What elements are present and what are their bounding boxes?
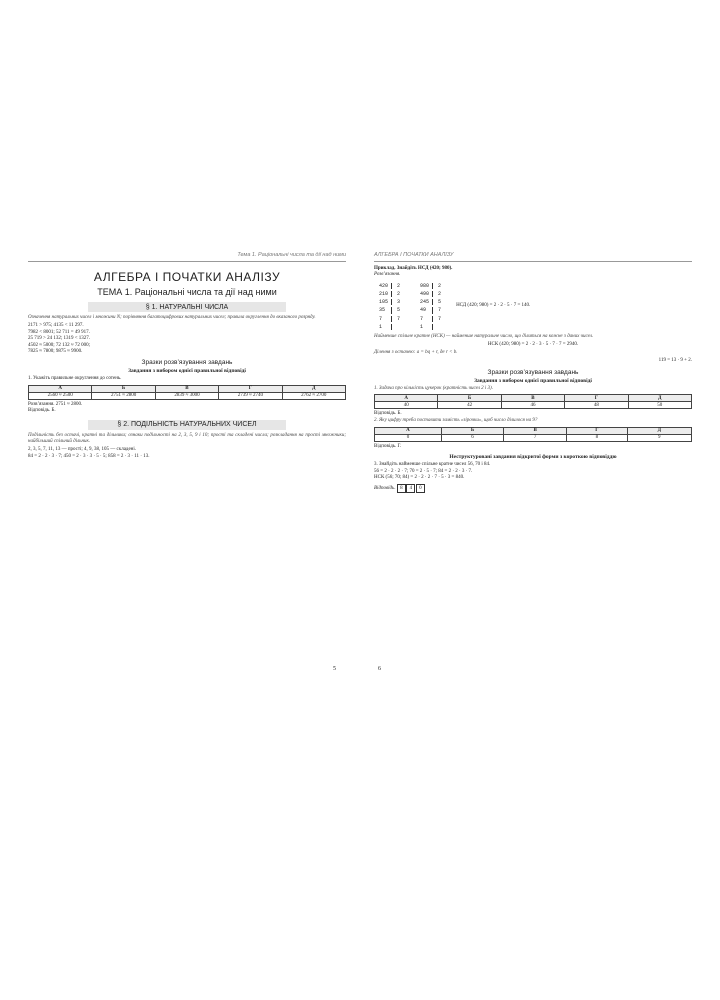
option-header: В: [504, 427, 567, 434]
option-header: В: [155, 385, 218, 392]
example-line: 7825 ≈ 7800; 9875 ≈ 9900.: [28, 349, 83, 355]
factorization-row: [417, 283, 444, 289]
factorization-row: [376, 283, 403, 289]
option-cell: 48: [565, 402, 628, 409]
factorization-420: [374, 281, 405, 332]
section-summary: Означення натуральних чисел і множини N; порівняння багатоцифрових натуральних чисел; правила округлення до вказаного розряду.: [28, 315, 316, 320]
factor-cell: 7: [438, 315, 442, 322]
option-cell: 8: [567, 434, 628, 441]
dividend-cell: 420: [376, 283, 392, 289]
option-cell: 2839 ≈ 3000: [155, 392, 218, 399]
right-page: [374, 252, 692, 672]
gcd-result: НСД (420; 980) = 2 · 2 · 5 · 7 = 140.: [456, 303, 531, 309]
factor-cell: 2: [438, 282, 442, 289]
option-header: А: [375, 395, 438, 402]
answer-table: [374, 394, 692, 409]
dividend-cell: 245: [417, 299, 433, 305]
dividend-cell: 1: [417, 324, 433, 330]
option-cell: 42: [438, 402, 501, 409]
answer-table: [374, 427, 692, 442]
factorization-row: [417, 299, 444, 305]
factorization-row: [376, 316, 403, 322]
factorization-block: [374, 281, 692, 332]
option-header: Д: [282, 385, 345, 392]
dividend-cell: 1: [376, 324, 392, 330]
factorization-row: [376, 307, 403, 313]
dividend-cell: 7: [376, 316, 392, 322]
factorization-row: [376, 291, 403, 297]
answer-text: Відповідь. Б.: [374, 411, 402, 417]
book-spread: [28, 252, 692, 672]
option-header: Г: [565, 395, 628, 402]
option-cell: 9: [627, 434, 691, 441]
option-cell: 7: [504, 434, 567, 441]
option-cell: 46: [501, 402, 564, 409]
option-header: Г: [219, 385, 282, 392]
factor-cell: 5: [397, 307, 401, 314]
option-cell: 40: [375, 402, 438, 409]
task-text: 3. Знайдіть найменше спільне кратне чисел 56, 70 і 84.: [374, 462, 491, 468]
example-line: 4502 ≈ 5000; 72 132 ≈ 72 000;: [28, 342, 91, 348]
dividend-cell: 980: [417, 283, 433, 289]
option-header: А: [375, 427, 442, 434]
option-cell: 0: [375, 434, 442, 441]
task-summary: 2. Яку цифру треба поставити замість «зірочки», щоб число ділилося на 9?: [374, 418, 538, 424]
answer-table: [28, 385, 346, 400]
choice-heading: Завдання з вибором однієї правильної відповіді: [128, 368, 246, 375]
factor-cell: 2: [438, 291, 442, 298]
choice-heading: Завдання з вибором однієї правильної відповіді: [474, 377, 592, 384]
option-cell: 2762 ≈ 2700: [282, 392, 345, 399]
factorization-row: [376, 324, 403, 330]
option-cell: 2739 ≈ 2740: [219, 392, 282, 399]
dividend-cell: 7: [417, 316, 433, 322]
option-header: А: [29, 385, 92, 392]
option-header: Д: [628, 395, 691, 402]
option-header: Г: [567, 427, 628, 434]
factorization-row: [417, 316, 444, 322]
solution-text: 56 = 2 · 2 · 2 · 7; 70 = 2 · 5 · 7; 84 = 2 · 2 · 3 · 7.: [374, 468, 473, 474]
example-line: 2, 3, 5, 7, 11, 13 — прості; 4, 9, 38, 105 — складені.: [28, 447, 136, 453]
solution-label: Розв’язання.: [374, 272, 401, 278]
option-header: Д: [627, 427, 691, 434]
factor-cell: 7: [397, 315, 401, 322]
factor-cell: [394, 324, 403, 330]
option-header: Б: [92, 385, 155, 392]
factor-cell: 7: [438, 307, 442, 314]
answer-label: Відповідь.: [374, 485, 396, 491]
lcm-summary: Найменше спільне кратне (НСК) — найменше натуральне число, що ділиться на кожне з даних чисел.: [374, 334, 594, 340]
left-page: [28, 252, 346, 672]
option-cell: 6: [441, 434, 503, 441]
factor-cell: 2: [397, 282, 401, 289]
page-number: 5: [333, 666, 336, 672]
option-cell: 2560 ≈ 2500: [29, 392, 92, 399]
dividend-cell: 490: [417, 291, 433, 297]
example-line: 7982 < 8001; 52 711 = 49 917.: [28, 329, 90, 335]
answer-grid: [374, 484, 692, 493]
section-heading: § 2. ПОДІЛЬНІСТЬ НАТУРАЛЬНИХ ЧИСЕЛ: [88, 420, 286, 430]
topic-title: ТЕМА 1. Раціональні числа та дії над ними: [97, 287, 277, 297]
example-line: 2171 > 975; 4135 < 11 297.: [28, 323, 84, 329]
dividend-cell: 35: [376, 307, 392, 313]
running-head: Тема 1. Раціональні числа та дії над ними: [28, 252, 346, 262]
option-header: Б: [441, 427, 503, 434]
answer-text: Відповідь. Г.: [374, 443, 402, 449]
factorization-row: [417, 291, 444, 297]
example-line: 84 = 2 · 2 · 3 · 7; 450 = 2 · 3 · 3 · 5 · 5; 858 = 2 · 3 · 11 · 13.: [28, 453, 150, 459]
example-line: 25 719 > 24 132; 1319 < 1327.: [28, 336, 91, 342]
open-tasks-heading: Неструктуровані завдання відкритої форми з короткою відповіддю: [449, 454, 617, 461]
dividend-cell: 49: [417, 307, 433, 313]
task-summary: 1. Задача про кількість цукерок (кратність чисел 2 і 3).: [374, 385, 493, 391]
task-text: 1. Укажіть правильне округлення до сотень.: [28, 376, 122, 382]
lcm-result: НСК (420; 980) = 2 · 2 · 3 · 5 · 7 · 7 = 2940.: [487, 342, 579, 348]
option-header: В: [501, 395, 564, 402]
factorization-row: [417, 307, 444, 313]
answer-text: Відповідь. Б.: [28, 408, 56, 414]
chapter-title: АЛГЕБРА І ПОЧАТКИ АНАЛІЗУ: [93, 270, 281, 284]
page-number: 6: [378, 666, 381, 672]
factorization-row: [376, 299, 403, 305]
section-summary: Подільність без остачі, кратні та дільники; ознаки подільності на 2, 3, 5, 9 і 10; прості та складені числа; розкладання на прості множники; найбільший спільний дільник.: [28, 432, 346, 445]
solutions-heading: Зразки розв’язування завдань: [141, 359, 233, 367]
solutions-heading: Зразки розв’язування завдань: [487, 368, 579, 376]
answer-digit-box: 0: [416, 484, 425, 493]
running-head: АЛГЕБРА І ПОЧАТКИ АНАЛІЗУ: [374, 252, 692, 262]
division-summary: Ділення з остачею: a = bq + r, де r < b.: [374, 349, 458, 355]
division-example: 119 = 13 · 9 + 2.: [658, 358, 692, 364]
factorization-row: [417, 324, 444, 330]
answer-digit-box: 4: [406, 484, 415, 493]
factor-cell: 5: [438, 299, 442, 306]
factorization-980: [415, 281, 446, 332]
example-title: Приклад. Знайдіть НСД (420; 980).: [374, 266, 453, 271]
result-text: НСК (56; 70; 84) = 2 · 2 · 2 · 7 · 5 · 3 = 840.: [374, 475, 465, 481]
option-header: Б: [438, 395, 501, 402]
answer-digit-box: 8: [397, 484, 406, 493]
factor-cell: 3: [397, 299, 401, 306]
dividend-cell: 210: [376, 291, 392, 297]
option-cell: 2751 ≈ 2800: [92, 392, 155, 399]
option-cell: 50: [628, 402, 691, 409]
section-heading: § 1. НАТУРАЛЬНІ ЧИСЛА: [88, 302, 286, 312]
factor-cell: [435, 324, 444, 330]
factor-cell: 2: [397, 291, 401, 298]
dividend-cell: 105: [376, 299, 392, 305]
solution-text: Розв’язання. 2751 ≈ 2800.: [28, 401, 83, 407]
